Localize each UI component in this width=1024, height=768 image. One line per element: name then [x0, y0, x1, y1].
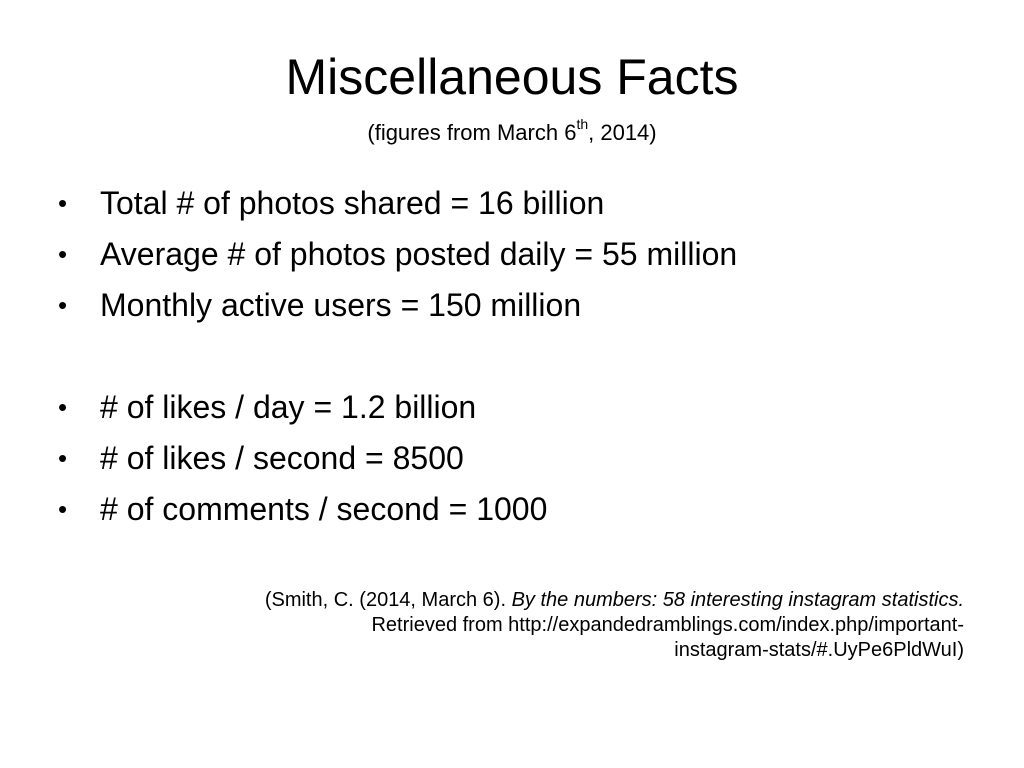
citation: [60, 588, 964, 663]
bullet-list: [58, 178, 998, 535]
bullet-item: [58, 382, 998, 433]
bullet-text: Monthly active users = 150 million: [100, 287, 582, 323]
bullet-item: [58, 178, 998, 229]
bullet-text: # of likes / day = 1.2 billion: [100, 389, 477, 425]
bullet-text: # of likes / second = 8500: [100, 440, 464, 476]
bullet-item: [58, 280, 998, 331]
citation-line-1: [60, 588, 964, 613]
bullet-item: [58, 229, 998, 280]
bullet-icon: •: [58, 239, 68, 269]
bullet-text: # of comments / second = 1000: [100, 491, 548, 527]
bullet-spacer: [58, 331, 998, 382]
subtitle-superscript: th: [576, 115, 589, 132]
citation-line-3: instagram-stats/#.UyPe6PldWuI): [674, 639, 964, 661]
bullet-icon: •: [58, 494, 68, 524]
slide-title: Miscellaneous Facts: [285, 49, 739, 105]
subtitle-prefix: (figures from March 6: [367, 120, 577, 145]
bullet-icon: •: [58, 443, 68, 473]
bullet-item: [58, 484, 998, 535]
bullet-text: Average # of photos posted daily = 55 million: [100, 236, 738, 272]
subtitle-suffix: , 2014): [588, 120, 657, 145]
bullet-text: Total # of photos shared = 16 billion: [100, 185, 605, 221]
slide-subtitle: [0, 115, 1024, 148]
citation-author: (Smith, C. (2014, March 6).: [264, 589, 512, 611]
bullet-icon: •: [58, 392, 68, 422]
bullet-item: [58, 433, 998, 484]
citation-work-title: By the numbers: 58 interesting instagram statistics.: [511, 589, 964, 611]
citation-line-2: Retrieved from http://expandedramblings.com/index.php/important-: [371, 614, 964, 636]
bullet-icon: •: [58, 188, 68, 218]
bullet-icon: •: [58, 290, 68, 320]
